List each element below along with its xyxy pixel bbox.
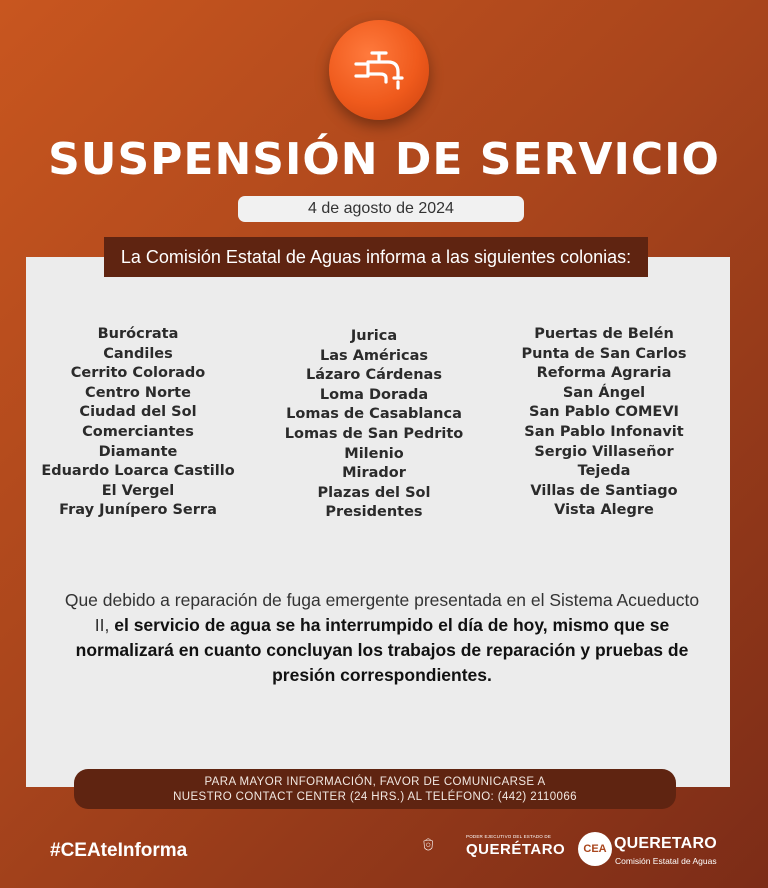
list-item: Tejeda bbox=[577, 463, 631, 480]
hashtag-label: #CEAteInforma bbox=[50, 840, 188, 861]
list-item: Eduardo Loarca Castillo bbox=[41, 463, 235, 480]
list-item: Plazas del Sol bbox=[317, 484, 431, 501]
list-item: Cerrito Colorado bbox=[70, 365, 206, 382]
list-item: Punta de San Carlos bbox=[521, 345, 687, 362]
contact-banner bbox=[74, 769, 676, 809]
list-item: Lázaro Cárdenas bbox=[306, 367, 442, 384]
list-item: San Pablo COMEVI bbox=[529, 404, 679, 421]
list-item: Las Américas bbox=[320, 347, 428, 364]
list-item: Lomas de San Pedrito bbox=[284, 425, 464, 442]
cea-title: QUERETARO bbox=[614, 835, 717, 852]
list-item: Vista Alegre bbox=[554, 502, 654, 519]
list-item: Sergio Villaseñor bbox=[534, 443, 674, 460]
list-item: Milenio bbox=[344, 445, 404, 462]
cea-logo-icon: CEA bbox=[578, 832, 612, 866]
list-item: Centro Norte bbox=[85, 384, 191, 401]
date-label: 4 de agosto de 2024 bbox=[238, 196, 524, 222]
list-item: Loma Dorada bbox=[319, 386, 429, 403]
notice-plain-text: Que debido a reparación de fuga emergente presentada en el Sistema Acueducto II, bbox=[64, 590, 700, 635]
contact-line-1: PARA MAYOR INFORMACIÓN, FAVOR DE COMUNICARSE A bbox=[204, 776, 546, 788]
list-item: Jurica bbox=[350, 328, 398, 344]
list-item: Villas de Santiago bbox=[530, 482, 678, 499]
notice-bold-text: el servicio de agua se ha interrumpido el día de hoy, mismo que se normalizará en cuanto concluyan los trabajos de reparación y pruebas de presión correspondientes. bbox=[75, 615, 689, 685]
list-item: Reforma Agraria bbox=[536, 365, 672, 382]
queretaro-shield-icon bbox=[422, 822, 462, 870]
colonias-column-3 bbox=[502, 325, 706, 521]
queretaro-title: QUERÉTARO bbox=[466, 841, 566, 858]
list-item: Lomas de Casablanca bbox=[286, 406, 462, 423]
faucet-icon bbox=[352, 48, 406, 92]
list-item: Fray Junípero Serra bbox=[59, 502, 217, 519]
page-title: SUSPENSIÓN DE SERVICIO bbox=[48, 134, 720, 185]
cea-subtitle: Comisión Estatal de Aguas bbox=[615, 856, 717, 866]
notice-message bbox=[60, 588, 704, 688]
list-item: Presidentes bbox=[325, 504, 423, 521]
list-item: Ciudad del Sol bbox=[79, 404, 197, 421]
info-banner: La Comisión Estatal de Aguas informa a las siguientes colonias: bbox=[104, 237, 648, 277]
colonias-column-1 bbox=[40, 325, 236, 521]
faucet-badge bbox=[329, 20, 429, 120]
list-item: Mirador bbox=[342, 465, 406, 482]
list-item: Burócrata bbox=[97, 326, 179, 342]
list-item: Puertas de Belén bbox=[534, 326, 674, 342]
contact-line-2: NUESTRO CONTACT CENTER (24 HRS.) AL TELÉFONO: (442) 2110066 bbox=[173, 791, 577, 803]
list-item: Diamante bbox=[98, 443, 178, 460]
list-item: San Ángel bbox=[562, 384, 646, 401]
list-item: Comerciantes bbox=[82, 423, 194, 440]
queretaro-subtitle: PODER EJECUTIVO DEL ESTADO DE bbox=[466, 834, 552, 839]
colonias-column-2 bbox=[272, 327, 476, 523]
list-item: Candiles bbox=[103, 345, 173, 362]
list-item: San Pablo Infonavit bbox=[524, 423, 684, 440]
list-item: El Vergel bbox=[101, 482, 175, 499]
